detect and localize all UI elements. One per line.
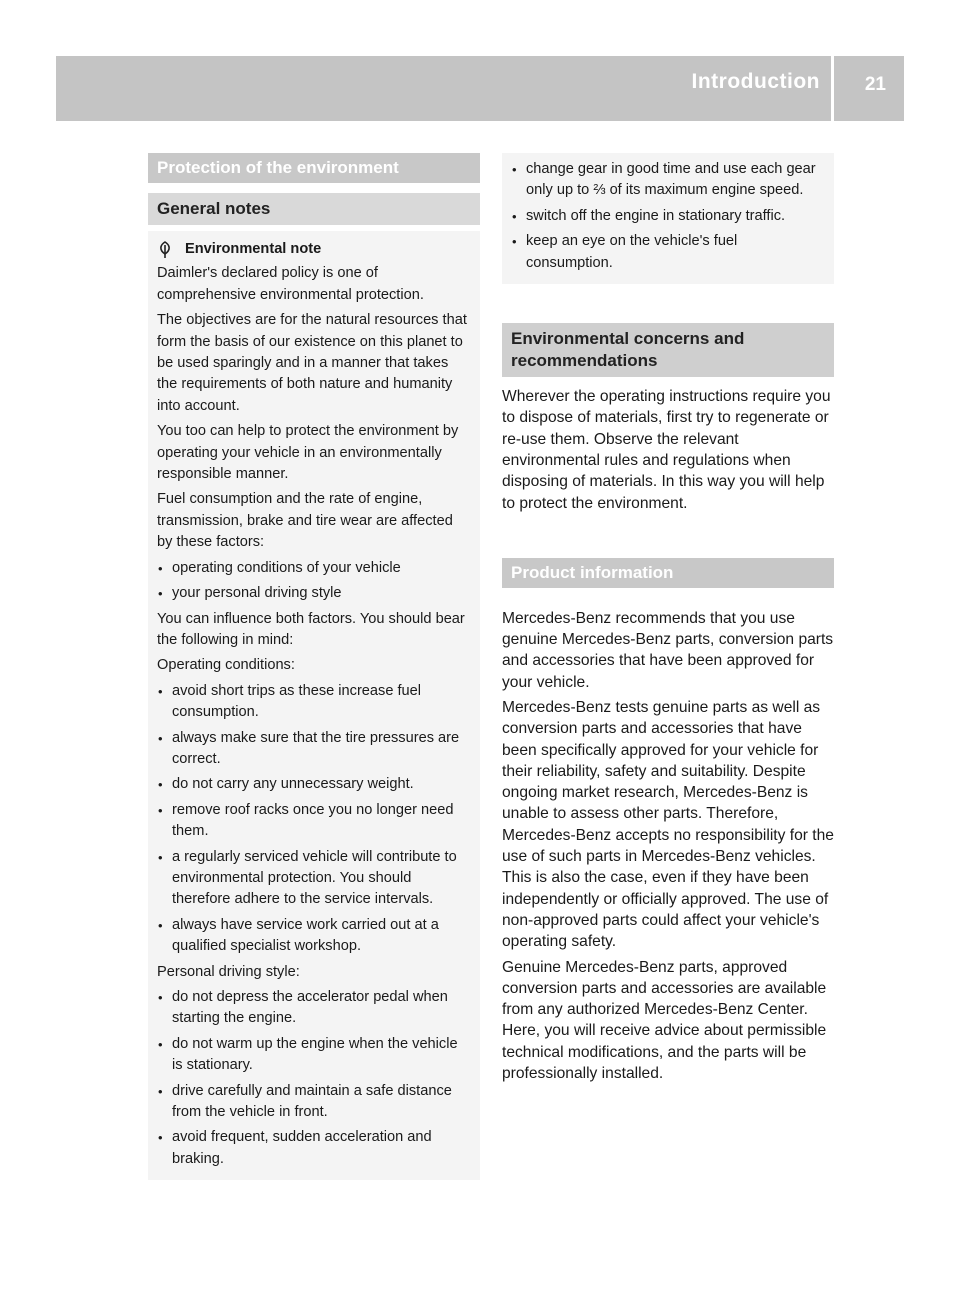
product-paragraph: Mercedes-Benz recommends that you use genuine Mercedes-Benz parts, conversion parts and accessories that have been approved for your vehicle. <box>502 609 834 691</box>
operating-condition-bullet: • do not carry any unnecessary weight. <box>157 774 472 795</box>
operating-condition-bullet: • always have service work carried out at a qualified specialist workshop. <box>157 915 472 958</box>
section-heading-protection: Protection of the environment <box>148 153 480 183</box>
environmental-note-box <box>148 231 480 1180</box>
operating-condition-bullet: • a regularly serviced vehicle will contribute to environmental protection. You should therefore adhere to the service intervals. <box>157 847 472 911</box>
product-paragraph: Mercedes-Benz tests genuine parts as well as conversion parts and accessories that have been specifically approved for your vehicle for their reliability, safety and suitability. Despite ongoing market research, Mercedes-Benz is unable to assess other parts. Therefore, Mercedes-Benz accepts no responsibility for the use of such parts in Mercedes-Benz vehicles. This is also the case, even if they have been independently or officially approved. The use of non-approved parts could affect your vehicle's operating safety. <box>502 699 834 951</box>
section-heading-product-information: Product information <box>502 558 834 588</box>
driving-style-bullet: • switch off the engine in stationary traffic. <box>511 206 826 227</box>
header-divider <box>831 56 834 121</box>
chapter-title: Introduction <box>691 70 820 93</box>
operating-condition-bullet: • avoid short trips as these increase fuel consumption. <box>157 681 472 724</box>
note-paragraph: Fuel consumption and the rate of engine, transmission, brake and tire wear are affected by these factors: <box>157 491 453 551</box>
environmental-concerns-paragraph: Wherever the operating instructions require you to dispose of materials, first try to regenerate or re-use them. Observe the relevant environmental rules and regulations when disposing of materials. In this way you will help to protect the environment. <box>502 388 831 512</box>
page-number: 21 <box>864 74 886 95</box>
factor-bullet: • your personal driving style <box>157 583 472 604</box>
driving-style-bullet: • do not warm up the engine when the vehicle is stationary. <box>157 1034 472 1077</box>
subsection-heading-general-notes: General notes <box>148 193 480 225</box>
continued-note-box <box>502 153 834 284</box>
driving-style-bullet: • drive carefully and maintain a safe distance from the vehicle in front. <box>157 1081 472 1124</box>
driving-style-bullet: • change gear in good time and use each gear only up to ⅔ of its maximum engine speed. <box>511 159 826 202</box>
section-heading-environmental-concerns: Environmental concerns and recommendations <box>502 323 834 377</box>
note-title-row <box>157 239 472 260</box>
operating-condition-bullet: • always make sure that the tire pressures are correct. <box>157 728 472 771</box>
driving-style-label: Personal driving style: <box>157 963 300 980</box>
note-title: Environmental note <box>185 241 322 257</box>
driving-style-bullet: • keep an eye on the vehicle's fuel consumption. <box>511 231 826 274</box>
left-column <box>148 153 480 1180</box>
factor-bullet: • operating conditions of your vehicle <box>157 558 472 579</box>
operating-conditions-label: Operating conditions: <box>157 657 295 674</box>
operating-condition-bullet: • remove roof racks once you no longer need them. <box>157 800 472 843</box>
note-paragraph: You too can help to protect the environment by operating your vehicle in an environmentally responsible manner. <box>157 423 459 483</box>
influence-paragraph: You can influence both factors. You should bear the following in mind: <box>157 610 465 648</box>
driving-style-bullet: • do not depress the accelerator pedal when starting the engine. <box>157 987 472 1030</box>
right-column <box>502 153 834 1088</box>
note-paragraph: Daimler's declared policy is one of comprehensive environmental protection. <box>157 265 424 303</box>
driving-style-bullet: • avoid frequent, sudden acceleration and braking. <box>157 1127 472 1170</box>
environment-leaf-icon <box>157 241 173 259</box>
product-paragraph: Genuine Mercedes-Benz parts, approved conversion parts and accessories are available from any authorized Mercedes-Benz Center. Here, you will receive advice about permissible technical modifications, and the parts will be professionally installed. <box>502 958 827 1083</box>
note-paragraph: The objectives are for the natural resources that form the basis of our existence on this planet to be used sparingly and in a manner that takes the requirements of both nature and humanity into account. <box>157 312 467 414</box>
page-header <box>56 56 904 121</box>
